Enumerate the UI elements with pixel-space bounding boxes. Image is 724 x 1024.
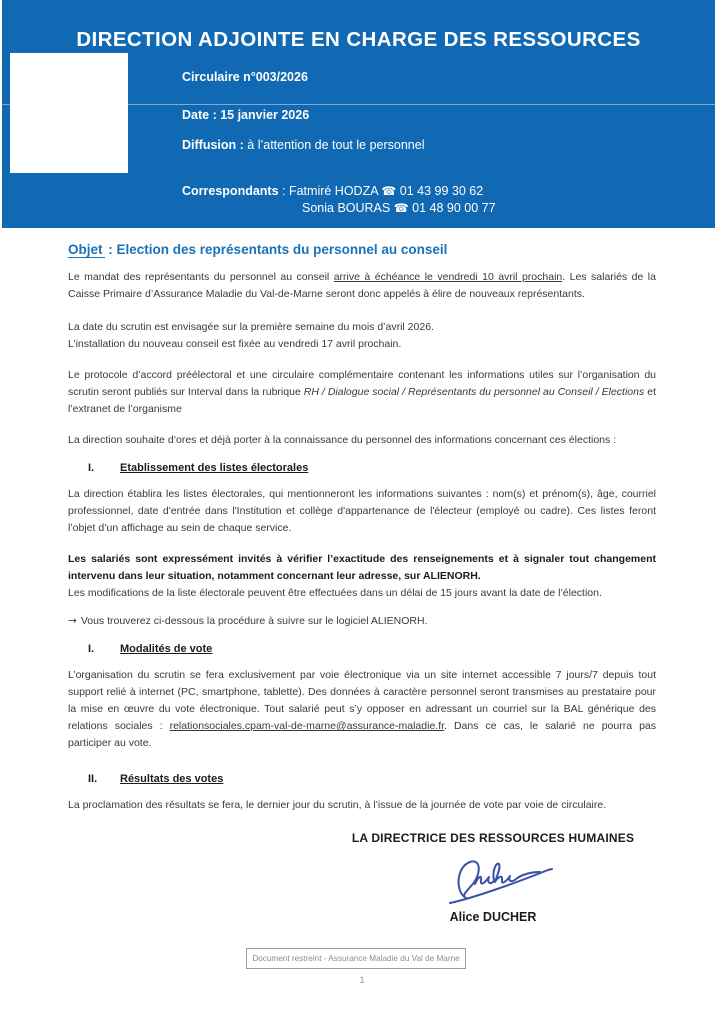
p2-line1: La date du scrutin est envisagée sur la première semaine du mois d’avril 2026. [68, 321, 434, 333]
date-value: 15 janvier 2026 [220, 108, 310, 122]
p3-rubrique-italic: RH / Dialogue social / Représentants du personnel au Conseil / Elections [303, 386, 645, 398]
signature-block [323, 830, 663, 926]
diffusion-value: à l’attention de tout le personnel [247, 138, 425, 152]
subject-value: Election des représentants du personnel au conseil [116, 242, 448, 257]
arrow-note-text: Vous trouverez ci-dessous la procédure à suivre sur le logiciel ALIENORH. [80, 615, 428, 627]
subject-label: Objet [68, 242, 103, 257]
p7-post: . Dans ce cas, le salarié ne pourra pas participer au vote. [68, 720, 656, 749]
document-body [68, 241, 656, 926]
p2-line2: L’installation du nouveau conseil est fixée au vendredi 17 avril prochain. [68, 338, 402, 350]
email-link[interactable]: relationsociales.cpam-val-de-marne@assurance-maladie.fr [169, 720, 445, 732]
paragraph-protocole [68, 367, 656, 418]
diffusion-label: Diffusion : [182, 138, 248, 152]
paragraph-vote-electronique [68, 667, 656, 752]
section-number: I. [88, 462, 95, 474]
correspondents-separator: : [278, 184, 289, 198]
section-heading-listes [68, 460, 656, 477]
paragraph-listes-electorales: La direction établira les listes électorales, qui mentionneront les informations suivantes : nom(s) et prénom(s), âge, courriel professionnel, date d'entrée dans l'Institution et collège d'appartenance de l'électeur (employé ou cadre). Ces listes feront l’objet d’un affichage au sein de chaque service. [68, 488, 656, 534]
arrow-note [68, 613, 656, 630]
paragraph-intro-elections: La direction souhaite d’ores et déjà porter à la connaissance du personnel des informations concernant ces élections : [68, 434, 617, 446]
phone-icon: ☎ [393, 201, 409, 215]
section-heading-modalites [68, 641, 656, 658]
p6-bold-warning: Les salariés sont expressément invités à vérifier l’exactitude des renseignements et à signaler tout changement intervenu dans leur situation, notamment concernant leur adresse, sur ALIENORH. [68, 553, 656, 582]
signatory-name: Alice DUCHER [449, 910, 537, 924]
section-title: Etablissement des listes électorales [120, 462, 309, 474]
handwritten-signature [418, 853, 568, 907]
correspondent-line-2 [302, 201, 496, 215]
correspondent-2-name: Sonia BOURAS [302, 201, 394, 215]
phone-icon: ☎ [381, 184, 397, 198]
p1-pre: Le mandat des représentants du personnel au conseil [68, 271, 334, 283]
p1-deadline-underlined: arrive à échéance le vendredi 10 avril prochain [333, 271, 563, 283]
logo-placeholder [10, 53, 128, 173]
signatory-role: LA DIRECTRICE DES RESSOURCES HUMAINES [351, 831, 635, 845]
correspondents-label: Correspondants [182, 184, 279, 198]
p6-modifications: Les modifications de la liste électorale peuvent être effectuées dans un délai de 15 jours avant la date de l’élection. [68, 587, 602, 599]
correspondent-1-phone: 01 43 99 30 62 [396, 184, 484, 198]
section-number: II. [88, 773, 98, 785]
document-title: DIRECTION ADJOINTE EN CHARGE DES RESSOURCES [76, 28, 641, 51]
date-label: Date : [182, 108, 221, 122]
subject-line [68, 241, 656, 258]
right-arrow-icon: → [68, 615, 77, 627]
paragraph-proclamation: La proclamation des résultats se fera, le dernier jour du scrutin, à l’issue de la journée de vote par voie de circulaire. [68, 799, 607, 811]
page-number: 1 [359, 975, 365, 986]
subject-colon: : [104, 242, 117, 257]
paragraph-scrutin-date [68, 319, 656, 353]
paragraph-mandate [68, 269, 656, 303]
paragraph-verification [68, 551, 656, 602]
section-number: I. [88, 643, 95, 655]
section-heading-resultats [68, 771, 656, 788]
p1-post: . Les salariés de la Caisse Primaire d’Assurance Maladie du Val-de-Marne seront donc appelés à élire de nouveaux représentants. [68, 271, 656, 300]
date-line [182, 108, 309, 122]
correspondent-1-name: Fatmiré HODZA [288, 184, 382, 198]
p3-pre: Le protocole d’accord préélectoral et une circulaire complémentaire contenant les informations utiles sur l’organisation du scrutin seront publiés sur Interval dans la rubrique [68, 369, 656, 398]
section-title: Résultats des votes [120, 773, 224, 785]
section-title: Modalités de vote [120, 643, 213, 655]
restricted-document-notice: Document restreint - Assurance Maladie du Val de Marne [246, 948, 466, 969]
correspondent-2-phone: 01 48 90 00 77 [408, 201, 496, 215]
diffusion-line [182, 138, 424, 152]
p3-post: et l’extranet de l’organisme [68, 386, 656, 415]
correspondent-line-1 [182, 184, 483, 198]
p7-pre: L’organisation du scrutin se fera exclusivement par voie électronique via un site internet accessible 7 jours/7 depuis tout support relié à internet (PC, smartphone, tablette). Des données à caractère personnel seront transmises au prestataire pour la mise en œuvre du vote électronique. Tout salarié peut s’y opposer en adressant un courriel sur la BAL générique des relations sociales : [68, 669, 656, 732]
circular-number: Circulaire n°003/2026 [182, 70, 308, 84]
